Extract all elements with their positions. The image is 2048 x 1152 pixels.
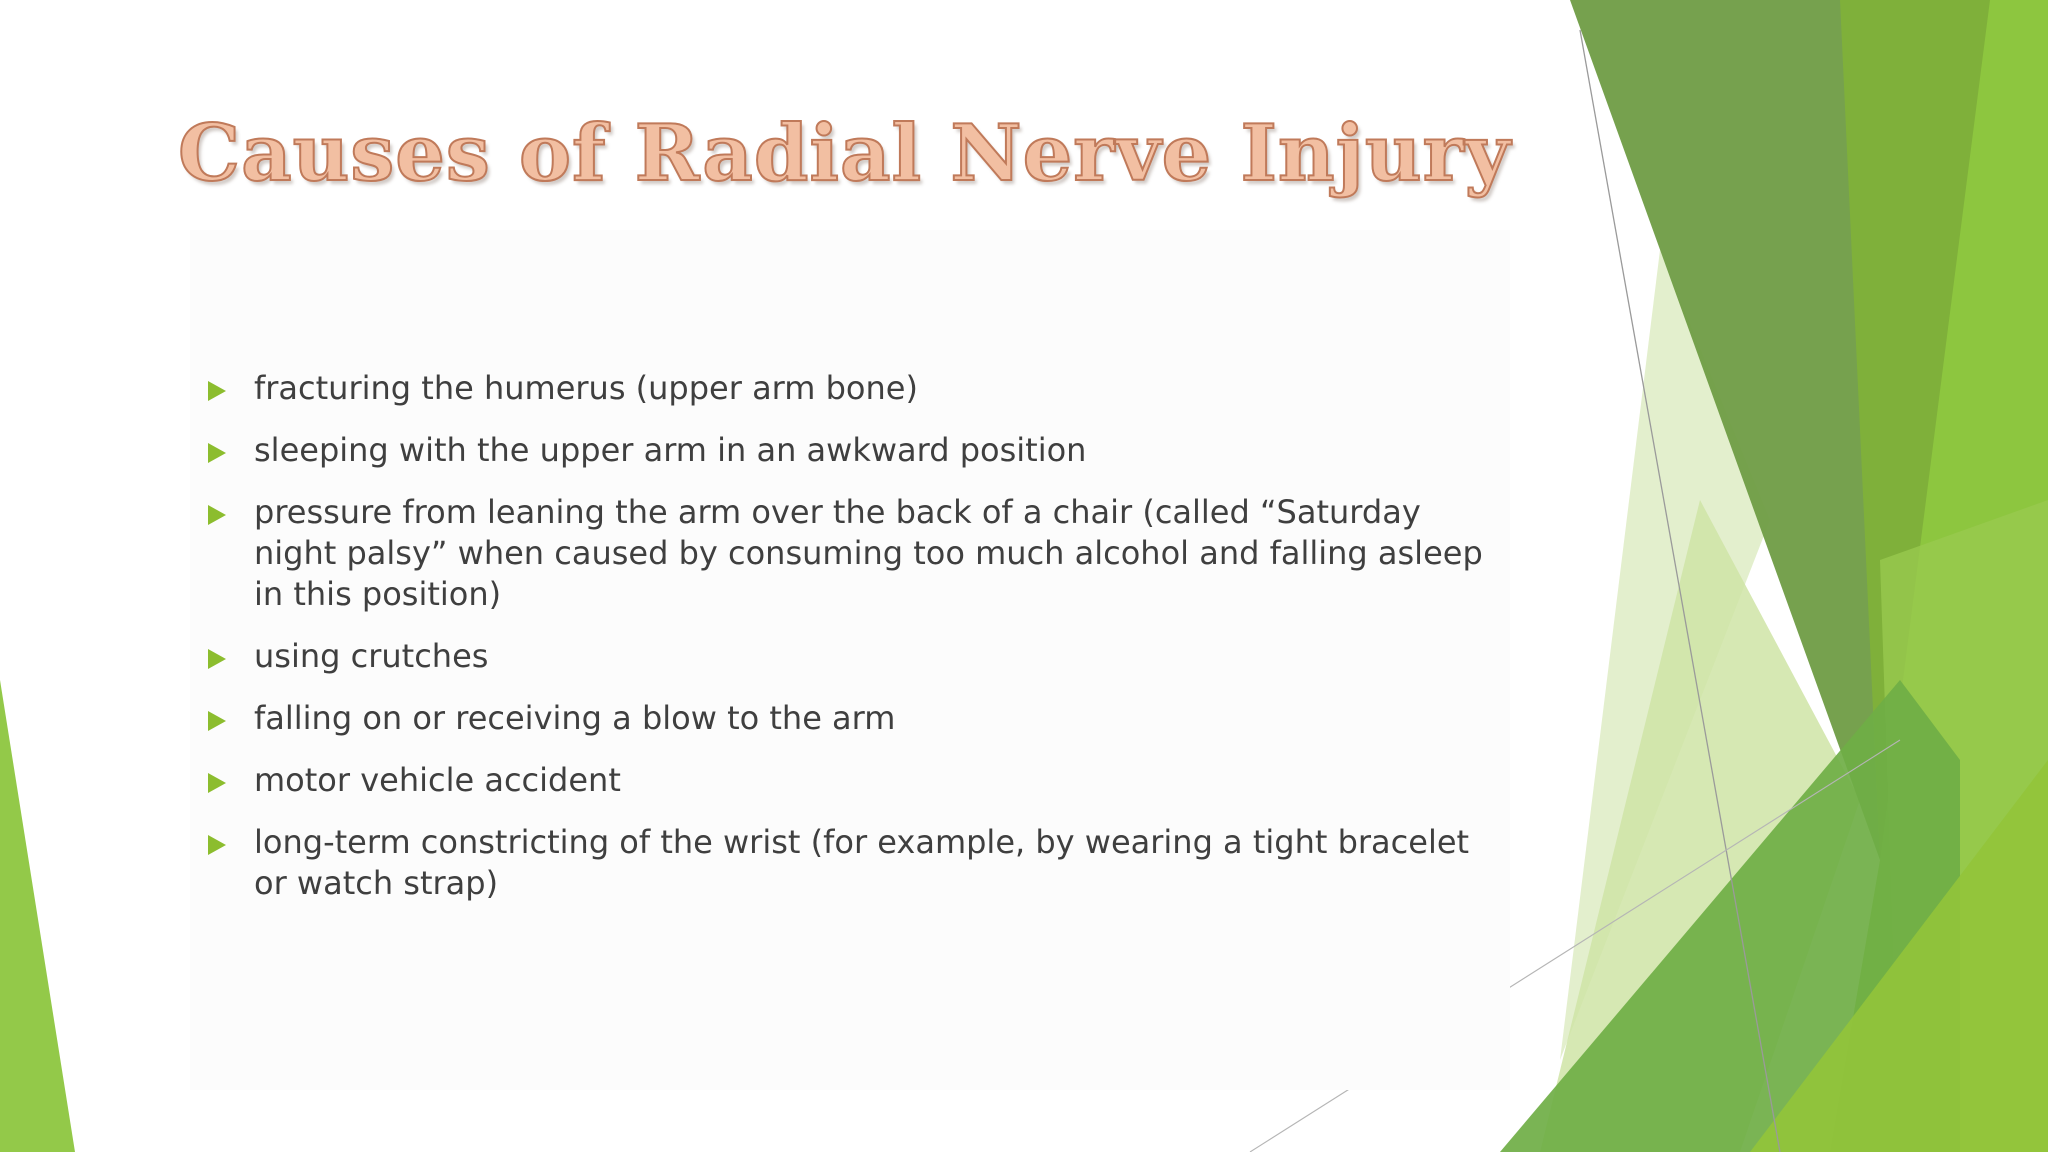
bullet-text: fracturing the humerus (upper arm bone) [254, 369, 918, 407]
bullet-arrow-icon [208, 443, 226, 463]
bullet-item [204, 368, 1504, 409]
bullet-list [204, 368, 1504, 925]
bullet-arrow-icon [208, 649, 226, 669]
bullet-text: sleeping with the upper arm in an awkward position [254, 431, 1087, 469]
bullet-item [204, 698, 1504, 739]
bullet-arrow-icon [208, 505, 226, 525]
bullet-item [204, 492, 1504, 615]
bullet-text: using crutches [254, 637, 489, 675]
bullet-text: pressure from leaning the arm over the back of a chair (called “Saturday night palsy” when caused by consuming too much alcohol and falling asleep in this position) [254, 493, 1483, 613]
bullet-item [204, 636, 1504, 677]
bullet-item [204, 430, 1504, 471]
bullet-text: long-term constricting of the wrist (for example, by wearing a tight bracelet or watch strap) [254, 823, 1470, 902]
bullet-arrow-icon [208, 381, 226, 401]
bullet-item [204, 760, 1504, 801]
left-green-facet [0, 680, 75, 1152]
bullet-arrow-icon [208, 835, 226, 855]
bullet-arrow-icon [208, 711, 226, 731]
bullet-item [204, 822, 1504, 904]
bullet-text: falling on or receiving a blow to the arm [254, 699, 896, 737]
bullet-text: motor vehicle accident [254, 761, 621, 799]
bullet-arrow-icon [208, 773, 226, 793]
slide-title: Causes of Radial Nerve Injury [178, 108, 1511, 199]
